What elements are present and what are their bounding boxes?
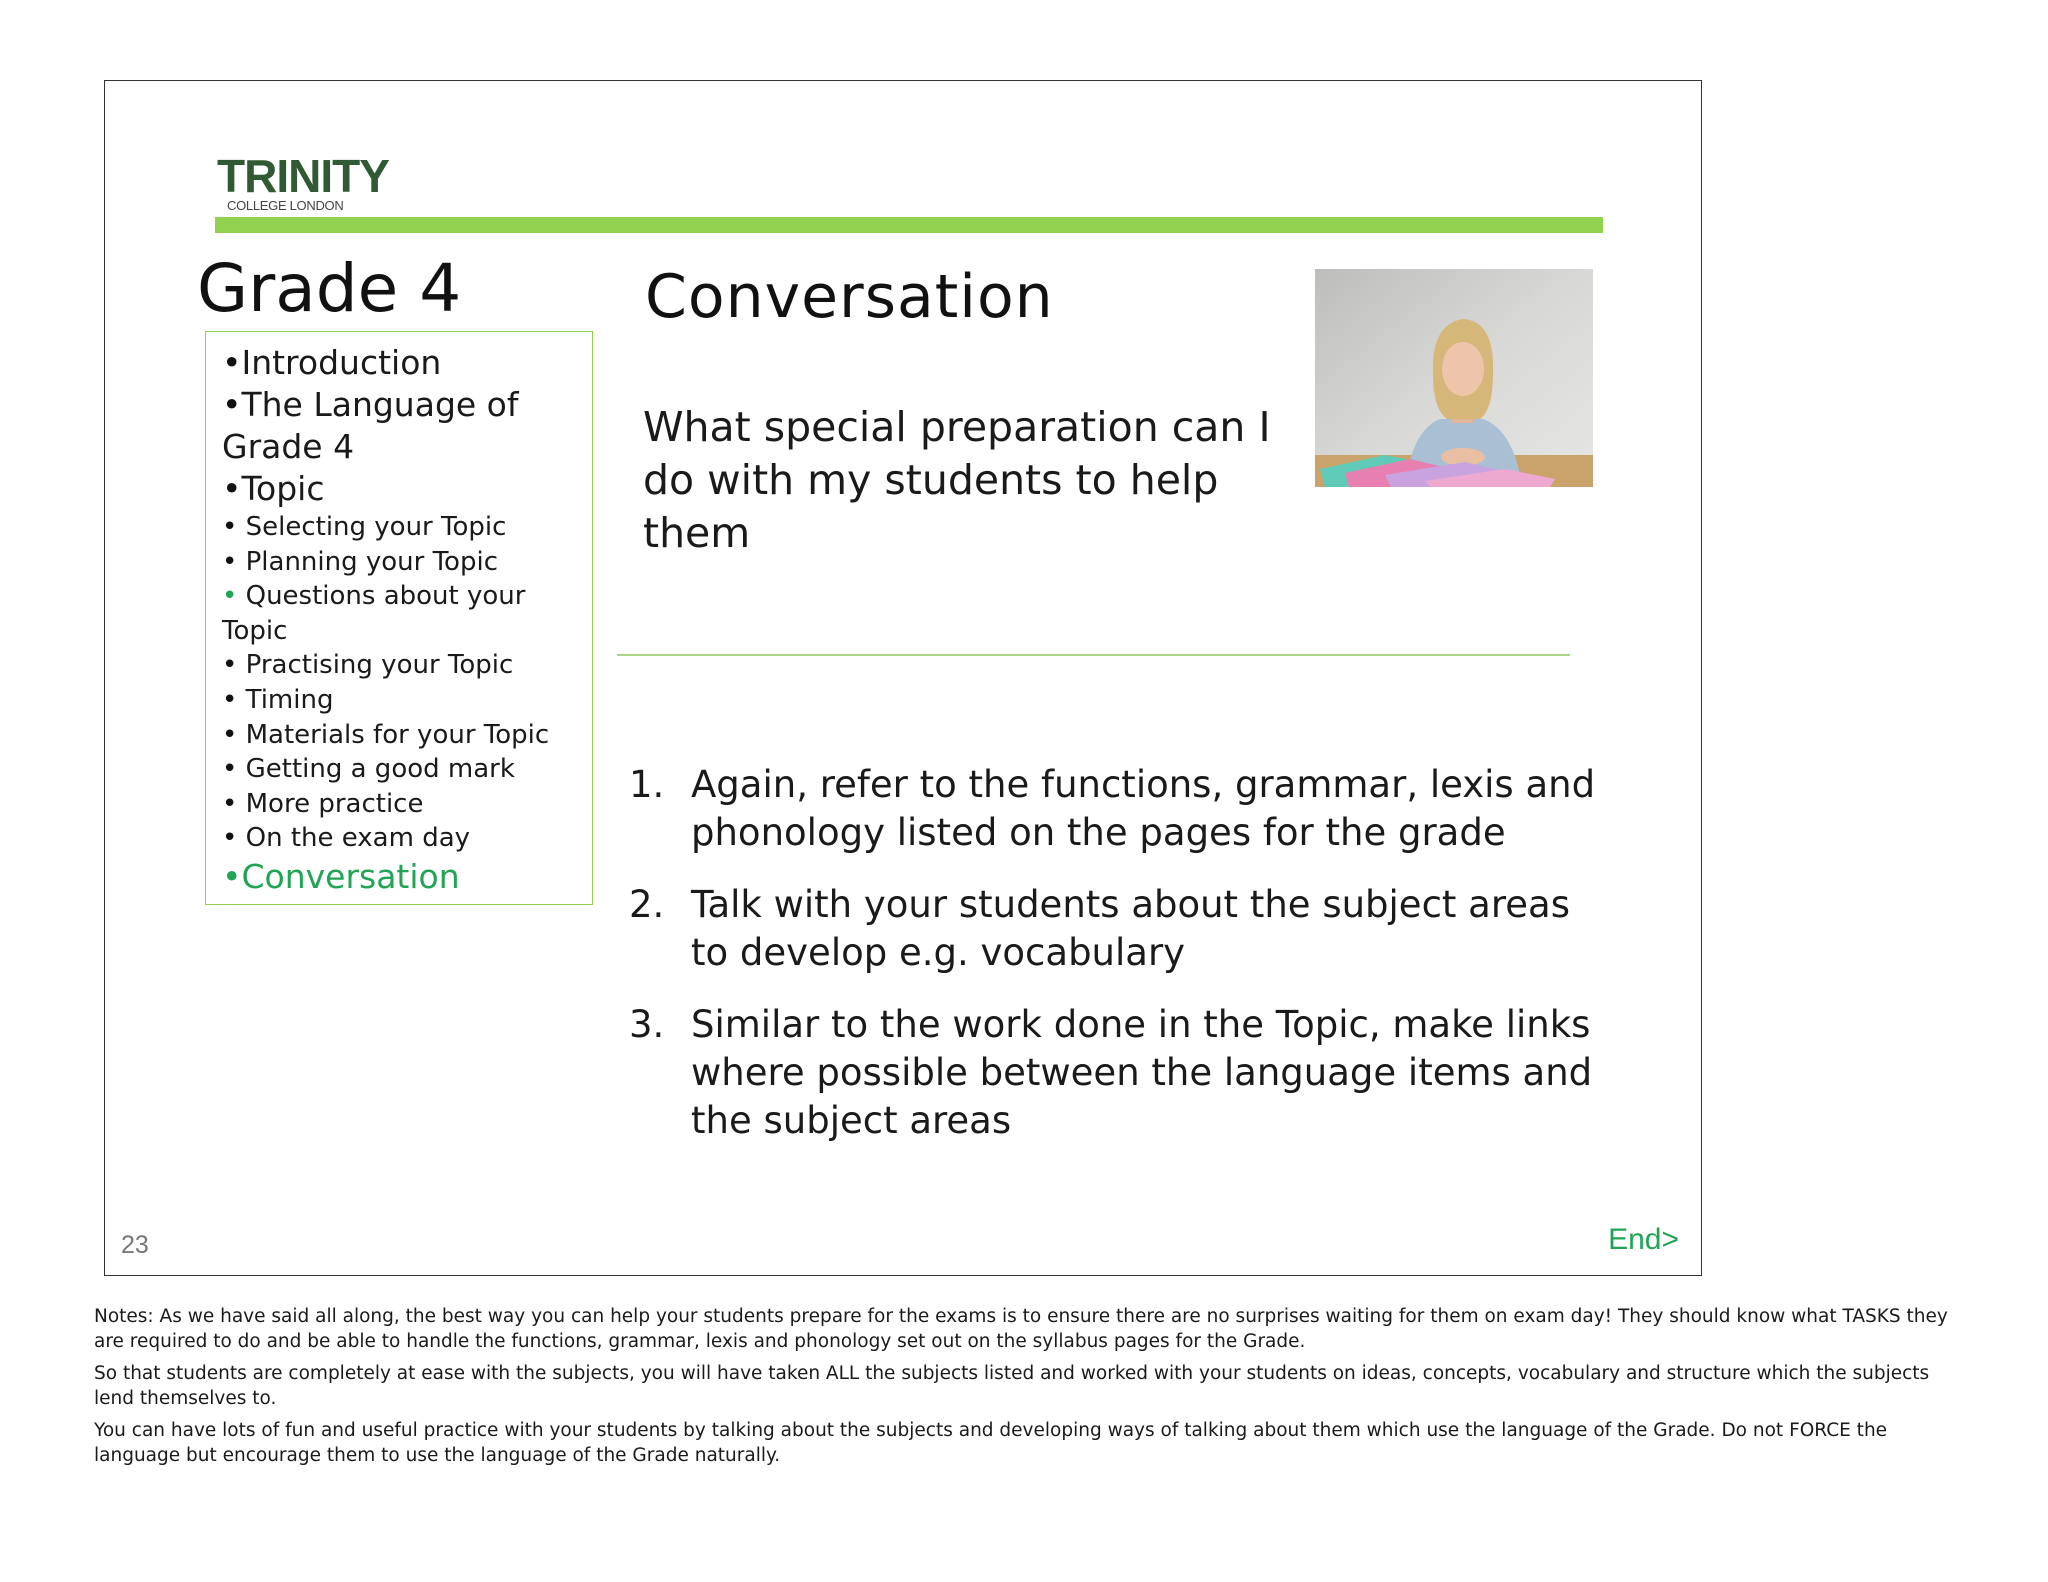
nav-item-label: Getting a good mark [237,754,515,785]
nav-bullet: • [222,469,242,508]
preparation-steps [629,761,1609,1169]
slide [104,80,1702,1276]
nav-item-label: Planning your Topic [237,546,498,577]
nav-bullet: • [222,546,238,577]
nav-bullet: • [222,856,242,896]
step-text: Talk with your students about the subject areas to develop e.g. vocabulary [691,883,1570,974]
step-text: Again, refer to the functions, grammar, lexis and phonology listed on the pages for the grade [691,763,1596,854]
nav-bullet: • [222,719,238,750]
notes-paragraph: Notes: As we have said all along, the best way you can help your students prepare for the exams is to ensure there are no surprises waiting for them on exam day! They should know what TASKS they are required to do and be able to handle the functions, grammar, lexis and phonology set out on the syllabus pages for the Grade. [94,1306,1948,1352]
nav-bullet: • [222,581,238,612]
nav-item-label: More practice [237,788,424,819]
nav-item-label: Selecting your Topic [237,512,507,542]
nav-bullet: • [222,684,238,715]
nav-item-timing[interactable] [222,683,592,718]
nav-item-label: On the exam day [237,823,471,854]
nav-item-more-practice[interactable] [222,787,592,822]
nav-bullet: • [222,754,238,785]
nav-item-label: Topic [241,469,325,508]
notes-paragraph: You can have lots of fun and useful practice with your students by talking about the subjects and developing ways of talking about them which use the language of the Grade. Do not FORCE the language but encourage them to use the language of the Grade naturally. [94,1420,1888,1466]
nav-item-questions-topic[interactable] [222,579,552,648]
nav-item-label: The Language of Grade 4 [222,385,519,466]
nav-bullet: • [222,788,238,819]
nav-item-planning-topic[interactable] [222,545,592,580]
step-number: 2. [629,883,665,926]
nav-item-label: Materials for your Topic [237,719,550,750]
nav-bullet: • [222,823,238,854]
nav-item-label: Questions about your Topic [222,581,526,646]
step-number: 1. [629,763,665,806]
trinity-logo [217,150,389,213]
nav-item-conversation[interactable] [222,856,592,898]
section-title: Conversation [645,262,1054,332]
nav-item-introduction[interactable] [222,342,592,384]
nav-bullet: • [222,385,242,424]
speaker-notes [94,1304,1974,1475]
content-divider [617,654,1570,656]
logo-name: TRINITY [217,150,389,202]
nav-item-label: Introduction [241,343,442,382]
nav-item-good-mark[interactable] [222,752,592,787]
section-nav [205,331,593,905]
page-number: 23 [121,1231,149,1259]
nav-bullet: • [222,650,238,681]
nav-bullet: • [222,512,238,542]
step-item [629,1001,1609,1145]
nav-item-label: Conversation [241,856,460,896]
notes-paragraph: So that students are completely at ease with the subjects, you will have taken ALL the subjects listed and worked with your students on ideas, concepts, vocabulary and structure which the subjects lend themselves to. [94,1363,1930,1409]
presenter-video-thumbnail[interactable] [1315,269,1593,487]
grade-title: Grade 4 [197,250,462,327]
nav-item-materials-topic[interactable] [222,718,592,753]
nav-bullet: • [222,343,242,382]
step-number: 3. [629,1003,665,1046]
nav-item-topic[interactable] [222,468,592,510]
step-text: Similar to the work done in the Topic, make links where possible between the language items and the subject areas [691,1003,1593,1142]
step-item [629,881,1609,977]
step-item [629,761,1609,857]
nav-item-label: Timing [237,684,334,715]
presenter-photo [1315,269,1593,487]
nav-item-selecting-topic[interactable] [222,510,592,545]
header-divider-bar [215,217,1603,233]
question-text: What special preparation can I do with my students to help them [643,403,1271,557]
nav-item-exam-day[interactable] [222,821,592,856]
end-link[interactable]: End> [1608,1223,1679,1256]
nav-item-practising-topic[interactable] [222,648,592,683]
nav-item-label: Practising your Topic [237,650,514,681]
nav-item-language-of-grade[interactable] [222,384,552,468]
logo-subtitle: COLLEGE LONDON [227,198,344,213]
